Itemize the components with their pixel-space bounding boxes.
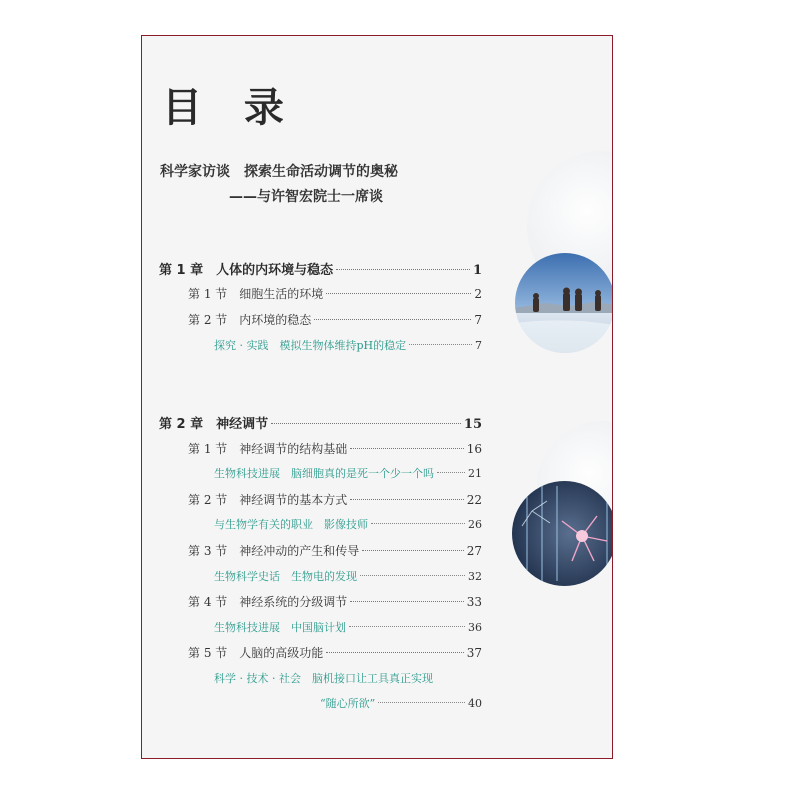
toc-section-2-1[interactable]: 第 1 节 神经调节的结构基础 16 [188,442,482,456]
toc-special-6[interactable]: 科学 · 技术 · 社会 脑机接口让工具真正实现 [214,672,433,685]
toc-section-2-2[interactable]: 第 2 节 神经调节的基本方式 22 [188,493,482,507]
toc-special-1[interactable]: 探究 · 实践 模拟生物体维持pH的稳定 7 [214,339,482,352]
neuron-image [512,481,613,586]
toc-chapter-2[interactable]: 第 2 章 神经调节 15 [159,417,482,432]
toc-page [141,35,613,759]
page-title: 目 录 [162,84,298,131]
toc-section-1-1[interactable]: 第 1 节 细胞生活的环境 2 [188,287,482,301]
interview-title: 科学家访谈 探索生命活动调节的奥秘 [160,164,398,180]
toc-special-6-cont[interactable]: “随心所欲” 40 [320,697,482,710]
toc-section-2-3[interactable]: 第 3 节 神经冲动的产生和传导 27 [188,544,482,558]
polar-expedition-image [515,253,613,353]
toc-special-4[interactable]: 生物科学史话 生物电的发现 32 [214,570,482,583]
toc-special-2[interactable]: 生物科技进展 脑细胞真的是死一个少一个吗 21 [214,467,482,480]
toc-section-1-2[interactable]: 第 2 节 内环境的稳态 7 [188,313,482,327]
toc-section-2-4[interactable]: 第 4 节 神经系统的分级调节 33 [188,595,482,609]
toc-special-5[interactable]: 生物科技进展 中国脑计划 36 [214,621,482,634]
toc-chapter-1[interactable]: 第 1 章 人体的内环境与稳态 1 [159,263,482,278]
interview-subtitle: ——与许智宏院士一席谈 [229,189,383,205]
toc-section-2-5[interactable]: 第 5 节 人脑的高级功能 37 [188,646,482,660]
toc-special-3[interactable]: 与生物学有关的职业 影像技师 26 [214,518,482,531]
